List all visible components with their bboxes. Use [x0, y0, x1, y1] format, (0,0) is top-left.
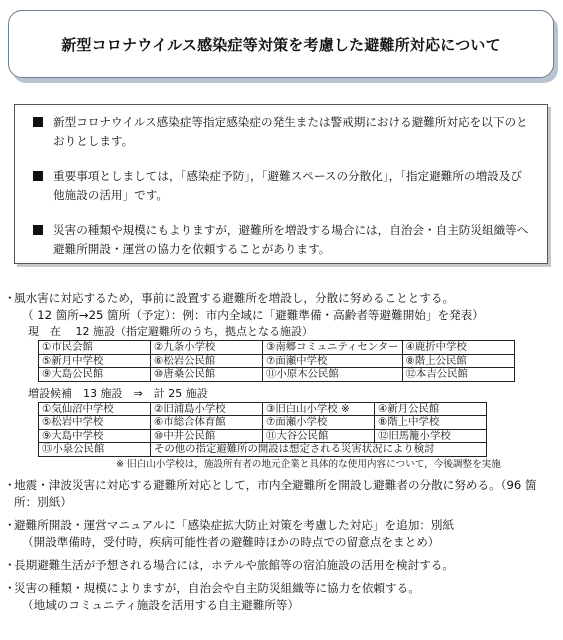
intro-item [31, 167, 533, 205]
table-row [39, 429, 487, 443]
table-cell: ②九条小学校 [151, 341, 263, 355]
section-text: 地震・津波災害に対応する避難所対応として，市内全避難所を開設し避難者の分散に努める。（96 箇所：別紙） [14, 477, 537, 509]
section-text: 災害の種類・規模によりますが，自治会や自主防災組織等に協力を依頼する。 [14, 580, 420, 595]
section-storm [4, 290, 559, 307]
added-facilities-label: 増設候補 13 施設 ⇒ 計 25 施設 [28, 386, 208, 400]
page-title-box [8, 10, 554, 78]
section-long-term [4, 557, 559, 574]
table-row [39, 354, 515, 368]
table-cell-wide: その他の指定避難所の開設は想定される災害状況により検討 [151, 443, 487, 457]
section-sub: （地域のコミュニティ施設を活用する自主避難所等） [22, 597, 300, 612]
table-cell: ④鹿折中学校 [402, 341, 514, 355]
square-bullet-icon [33, 117, 43, 127]
intro-text: 災害の種類や規模にもよりますが，避難所を増設する場合には，自治会・自主防災組織等へ避難所開設・運営の協力を依頼することがあります。 [53, 223, 529, 256]
section-manual [4, 517, 559, 534]
table-cell: ①気仙沼中学校 [39, 402, 151, 416]
table-cell: ④新月公民館 [375, 402, 487, 416]
table-cell: ⑧階上中学校 [375, 416, 487, 430]
table-cell: ②旧浦島小学校 [151, 402, 263, 416]
section-earthquake [4, 477, 559, 511]
added-facilities-table [38, 402, 487, 457]
table-cell: ⑥市総合体育館 [151, 416, 263, 430]
table-row [39, 443, 487, 457]
table-cell: ⑥松岩公民館 [151, 354, 263, 368]
main-content [4, 290, 559, 614]
table-cell: ⑪大谷公民館 [263, 429, 375, 443]
section-text: 長期避難生活が予想される場合には，ホテルや旅館等の宿泊施設の活用を検討する。 [14, 557, 454, 572]
table-cell: ⑧階上公民館 [402, 354, 514, 368]
current-facilities-label: 現 在 12 施設（指定避難所のうち，拠点となる施設） [28, 325, 313, 338]
table-row [39, 368, 515, 382]
table-cell: ⑩唐桑公民館 [151, 368, 263, 382]
bullet-mark: ・ [4, 580, 16, 595]
section-sub: （開設準備時，受付時，疾病可能性者の避難時ほかの時点での留意点をまとめ） [22, 534, 440, 549]
section-text: 避難所開設・運営マニュアルに「感染症拡大防止対策を考慮した対応」を追加：別紙 [14, 517, 455, 532]
intro-item [31, 113, 533, 151]
section-sub: （ 12 箇所→25 箇所（予定）：例：市内全域に「避難準備・高齢者等避難開始」を発表） [22, 308, 484, 322]
square-bullet-icon [33, 225, 43, 235]
page-title: 新型コロナウイルス感染症等対策を考慮した避難所対応について [61, 35, 501, 54]
square-bullet-icon [33, 171, 43, 181]
table-row [39, 402, 487, 416]
table-cell: ⑦面瀬中学校 [263, 354, 403, 368]
table-cell: ③旧白山小学校 ※ [263, 402, 375, 416]
section-text: 風水害に対応するため，事前に設置する避難所を増設し，分散に努めることとする。 [14, 291, 455, 305]
intro-text: 新型コロナウイルス感染症等指定感染症の発生または警戒期における避難所対応を以下のとおりとします。 [53, 115, 528, 148]
intro-text: 重要事項としましては，「感染症予防」，「避難スペースの分散化」，「指定避難所の増設及び他施設の活用」です。 [53, 169, 522, 202]
section-cooperation [4, 580, 559, 597]
intro-box [14, 104, 548, 264]
table-cell: ⑨大島中学校 [39, 429, 151, 443]
table-row [39, 341, 515, 355]
table-cell: ①市民会館 [39, 341, 151, 355]
intro-item [31, 221, 533, 259]
bullet-mark: ・ [4, 557, 16, 572]
table-cell: ⑫旧馬籠小学校 [375, 429, 487, 443]
table-cell: ③南郷コミュニティセンター [263, 341, 403, 355]
table-row [39, 416, 487, 430]
table-cell: ⑬小泉公民館 [39, 443, 151, 457]
bullet-mark: ・ [4, 477, 16, 492]
table-cell: ⑫本吉公民館 [402, 368, 514, 382]
table-cell: ⑤新月中学校 [39, 354, 151, 368]
table-cell: ⑨大島公民館 [39, 368, 151, 382]
footnote: ※ 旧白山小学校は，施設所有者の地元企業と具体的な使用内容について，今後調整を実施 [116, 458, 501, 470]
table-cell: ⑪小原木公民館 [263, 368, 403, 382]
table-cell: ⑦面瀬小学校 [263, 416, 375, 430]
current-facilities-table [38, 340, 515, 382]
table-cell: ⑤松岩中学校 [39, 416, 151, 430]
table-cell: ⑩中井公民館 [151, 429, 263, 443]
bullet-mark: ・ [4, 291, 16, 305]
bullet-mark: ・ [4, 517, 16, 532]
